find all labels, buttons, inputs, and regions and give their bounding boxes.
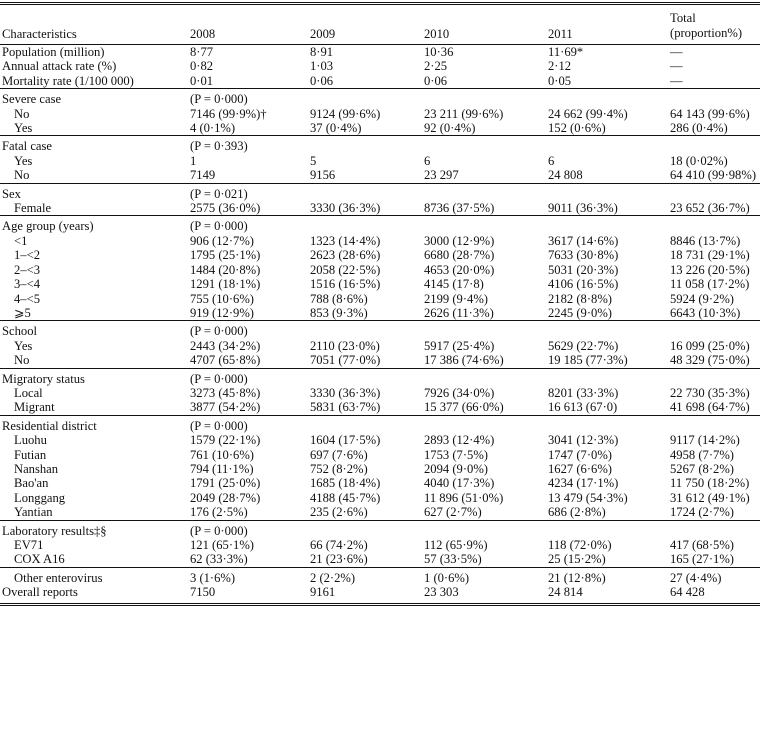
- table-cell: 755 (10·6%): [190, 291, 255, 306]
- row-label: Laboratory results‡§: [0, 520, 188, 538]
- table-row: [0, 107, 760, 121]
- table-cell: [668, 183, 760, 201]
- table-cell: 21 (23·6%): [310, 552, 368, 567]
- table-cell: 11 750 (18·2%): [670, 476, 750, 491]
- table-cell: 6680 (28·7%): [424, 248, 495, 263]
- table-row: [0, 353, 760, 368]
- table-cell: [308, 368, 422, 386]
- table-cell: 2893 (12·4%): [424, 433, 495, 448]
- table-cell: [668, 216, 760, 234]
- table-cell: 1685 (18·4%): [310, 476, 381, 491]
- table-cell: 3877 (54·2%): [190, 400, 261, 415]
- table-cell: (P = 0·000): [188, 216, 308, 234]
- table-cell: 853 (9·3%): [310, 305, 368, 320]
- table-cell: 121 (65·1%): [190, 538, 255, 552]
- table-cell: 18 731 (29·1%): [670, 248, 750, 263]
- table-cell: 1753 (7·5%): [424, 447, 489, 462]
- table-cell: [546, 321, 668, 339]
- row-label: Sex: [0, 183, 188, 201]
- table-cell: 0·05: [548, 73, 572, 88]
- table-cell: 24 808: [548, 168, 583, 183]
- table-row: [0, 505, 760, 520]
- table-cell: 2182 (8·8%): [548, 291, 613, 306]
- table-cell: 9161: [308, 585, 422, 604]
- table-cell: [422, 89, 546, 107]
- table-cell: 41 698 (64·7%): [670, 400, 750, 415]
- table-cell: 24 662 (99·4%): [548, 106, 628, 121]
- table-cell: 7150: [188, 585, 308, 604]
- table-row: [0, 248, 760, 262]
- table-cell: 3330 (36·3%): [310, 385, 381, 400]
- table-cell: 0·01: [190, 73, 214, 88]
- table-row: [0, 448, 760, 462]
- table-cell: [546, 183, 668, 201]
- table-row: [0, 136, 760, 154]
- table-cell: 2199 (9·4%): [424, 291, 489, 306]
- data-table-container: [0, 2, 760, 606]
- table-cell: —: [670, 59, 683, 74]
- table-row: [0, 183, 760, 201]
- table-cell: 9117 (14·2%): [670, 433, 740, 448]
- table-cell: [308, 89, 422, 107]
- table-row: [0, 415, 760, 433]
- table-cell: 1323 (14·4%): [310, 233, 381, 248]
- header-total-label: Total: [670, 11, 696, 25]
- table-cell: [422, 368, 546, 386]
- table-cell: 0·06: [424, 73, 448, 88]
- table-cell: —: [670, 73, 683, 88]
- table-cell: 11·69*: [548, 45, 584, 59]
- table-cell: 6: [548, 153, 555, 168]
- row-label: No: [14, 168, 30, 183]
- table-cell: 1516 (16·5%): [310, 277, 381, 292]
- table-cell: 8201 (33·3%): [548, 385, 619, 400]
- table-cell: 17 386 (74·6%): [424, 353, 504, 368]
- table-row: [0, 400, 760, 415]
- table-cell: 5629 (22·7%): [548, 338, 619, 353]
- table-cell: 3041 (12·3%): [548, 433, 619, 448]
- table-cell: 4 (0·1%): [190, 121, 236, 136]
- table-cell: (P = 0·000): [188, 321, 308, 339]
- table-row: [0, 121, 760, 136]
- table-cell: 37 (0·4%): [310, 121, 362, 136]
- table-cell: 2094 (9·0%): [424, 461, 489, 476]
- table-cell: 9124 (99·6%): [310, 106, 381, 121]
- table-cell: —: [670, 45, 683, 59]
- table-row: [0, 292, 760, 306]
- table-cell: [546, 89, 668, 107]
- table-cell: 2049 (28·7%): [190, 490, 261, 505]
- table-cell: 1291 (18·1%): [190, 277, 261, 292]
- table-cell: [308, 136, 422, 154]
- table-cell: [668, 415, 760, 433]
- table-cell: 7146 (99·9%)†: [190, 106, 267, 121]
- table-row: [0, 321, 760, 339]
- table-cell: 3330 (36·3%): [310, 201, 381, 216]
- table-cell: 176 (2·5%): [190, 505, 248, 520]
- table-cell: 686 (2·8%): [548, 505, 606, 520]
- table-cell: [422, 321, 546, 339]
- row-label: Fatal case: [0, 136, 188, 154]
- table-cell: (P = 0·000): [188, 520, 308, 538]
- table-cell: 25 (15·2%): [548, 552, 606, 567]
- table-cell: 417 (68·5%): [670, 538, 735, 552]
- table-cell: [308, 321, 422, 339]
- table-cell: 21 (12·8%): [546, 567, 668, 585]
- table-cell: 11 896 (51·0%): [424, 490, 504, 505]
- table-cell: 5831 (63·7%): [310, 400, 381, 415]
- row-label: Mortality rate (1/100 000): [2, 73, 134, 88]
- table-cell: [308, 216, 422, 234]
- table-cell: 1: [190, 153, 197, 168]
- table-cell: 5031 (20·3%): [548, 262, 619, 277]
- row-label: 2–<3: [14, 262, 40, 277]
- table-cell: 8·77: [190, 45, 214, 59]
- table-cell: [422, 415, 546, 433]
- table-cell: 31 612 (49·1%): [670, 490, 750, 505]
- table-cell: 7926 (34·0%): [424, 385, 495, 400]
- table-cell: 235 (2·6%): [310, 505, 368, 520]
- table-cell: 697 (7·6%): [310, 447, 368, 462]
- row-label: School: [0, 321, 188, 339]
- table-cell: 23 303: [422, 585, 546, 604]
- table-cell: 13 479 (54·3%): [548, 490, 628, 505]
- table-cell: 906 (12·7%): [190, 233, 255, 248]
- table-cell: 57 (33·5%): [424, 552, 482, 567]
- header-2009: 2009: [310, 26, 336, 41]
- table-cell: 286 (0·4%): [670, 121, 728, 136]
- table-cell: 2443 (34·2%): [190, 338, 261, 353]
- row-label: Other enterovirus: [0, 567, 188, 585]
- table-cell: 1724 (2·7%): [670, 505, 735, 520]
- table-cell: 165 (27·1%): [670, 552, 735, 567]
- table-cell: 152 (0·6%): [548, 121, 606, 136]
- table-cell: 794 (11·1%): [190, 461, 254, 476]
- row-label: Overall reports: [0, 585, 188, 604]
- table-cell: 1·03: [310, 59, 334, 74]
- table-cell: 5267 (8·2%): [670, 461, 735, 476]
- table-cell: 2058 (22·5%): [310, 262, 381, 277]
- table-cell: 1747 (7·0%): [548, 447, 613, 462]
- table-cell: [668, 136, 760, 154]
- row-label: Yes: [14, 121, 33, 136]
- table-row: [0, 263, 760, 277]
- table-row: [0, 154, 760, 168]
- row-label: Age group (years): [0, 216, 188, 234]
- table-cell: [422, 183, 546, 201]
- row-label: Luohu: [14, 433, 47, 448]
- table-cell: 2575 (36·0%): [190, 201, 261, 216]
- table-cell: [546, 368, 668, 386]
- table-cell: 8·91: [310, 45, 334, 59]
- table-cell: (P = 0·393): [188, 136, 308, 154]
- table-row: [0, 339, 760, 353]
- table-cell: [422, 520, 546, 538]
- table-cell: 4040 (17·3%): [424, 476, 495, 491]
- row-label: Yes: [14, 153, 33, 168]
- table-cell: 2·12: [548, 59, 572, 74]
- table-cell: 10·36: [424, 45, 454, 59]
- table-cell: [422, 136, 546, 154]
- table-cell: 3617 (14·6%): [548, 233, 619, 248]
- table-cell: 2110 (23·0%): [310, 338, 380, 353]
- table-row: [0, 552, 760, 567]
- table-row: [0, 585, 760, 604]
- table-cell: (P = 0·000): [188, 368, 308, 386]
- table-cell: 4234 (17·1%): [548, 476, 619, 491]
- table-cell: [668, 368, 760, 386]
- row-label: Yantian: [14, 505, 53, 520]
- table-row: [0, 462, 760, 476]
- row-label: Female: [14, 201, 52, 216]
- table-row: [0, 277, 760, 291]
- table-cell: 7051 (77·0%): [310, 353, 381, 368]
- table-cell: 2245 (9·0%): [548, 305, 613, 320]
- table-cell: [546, 136, 668, 154]
- table-cell: 22 730 (35·3%): [670, 385, 750, 400]
- table-cell: 0·06: [310, 73, 334, 88]
- table-cell: 4106 (16·5%): [548, 277, 619, 292]
- row-label: Severe case: [0, 89, 188, 107]
- table-cell: 1579 (22·1%): [190, 433, 261, 448]
- table-body: [0, 45, 760, 605]
- table-cell: [422, 216, 546, 234]
- table-cell: 11 058 (17·2%): [670, 277, 750, 292]
- header-total-proportion: (proportion%): [670, 26, 743, 40]
- table-cell: 3 (1·6%): [188, 567, 308, 585]
- table-row: [0, 476, 760, 490]
- row-label: <1: [14, 233, 28, 248]
- header-2010: 2010: [424, 26, 450, 41]
- table-cell: 4188 (45·7%): [310, 490, 381, 505]
- table-cell: 752 (8·2%): [310, 461, 368, 476]
- table-cell: 15 377 (66·0%): [424, 400, 504, 415]
- table-cell: 118 (72·0%): [548, 538, 612, 552]
- table-cell: (P = 0·000): [188, 89, 308, 107]
- table-cell: 0·82: [190, 59, 214, 74]
- table-row: [0, 216, 760, 234]
- table-cell: 112 (65·9%): [424, 538, 488, 552]
- row-label: Residential district: [0, 415, 188, 433]
- table-cell: 4707 (65·8%): [190, 353, 261, 368]
- table-cell: 27 (4·4%): [668, 567, 760, 585]
- table-cell: 2 (2·2%): [308, 567, 422, 585]
- table-cell: 7149: [190, 168, 216, 183]
- table-cell: 1627 (6·6%): [548, 461, 613, 476]
- table-cell: 62 (33·3%): [190, 552, 248, 567]
- table-cell: 6: [424, 153, 431, 168]
- table-row: [0, 386, 760, 400]
- table-row: [0, 433, 760, 447]
- table-row: [0, 201, 760, 216]
- header-2008: 2008: [190, 26, 216, 41]
- table-cell: 4145 (17·8): [424, 277, 484, 292]
- table-row: [0, 59, 760, 73]
- table-cell: 9011 (36·3%): [548, 201, 618, 216]
- table-cell: (P = 0·000): [188, 415, 308, 433]
- row-label: Migrant: [14, 400, 55, 415]
- table-cell: 788 (8·6%): [310, 291, 368, 306]
- row-label: 4–<5: [14, 291, 40, 306]
- table-cell: 5917 (25·4%): [424, 338, 495, 353]
- table-cell: [546, 520, 668, 538]
- table-cell: 13 226 (20·5%): [670, 262, 750, 277]
- table-cell: 9156: [310, 168, 336, 183]
- table-row: [0, 74, 760, 89]
- table-cell: 64 428: [668, 585, 760, 604]
- table-cell: [308, 183, 422, 201]
- table-row: [0, 567, 760, 585]
- table-cell: (P = 0·021): [188, 183, 308, 201]
- row-label: Yes: [14, 338, 33, 353]
- table-cell: [308, 415, 422, 433]
- row-label: Futian: [14, 447, 47, 462]
- table-cell: 18 (0·02%): [670, 153, 728, 168]
- table-cell: 8846 (13·7%): [670, 233, 741, 248]
- table-cell: 23 211 (99·6%): [424, 106, 504, 121]
- table-cell: [668, 520, 760, 538]
- table-cell: 8736 (37·5%): [424, 201, 495, 216]
- row-label: No: [14, 353, 30, 368]
- table-row: [0, 234, 760, 248]
- table-row: [0, 45, 760, 60]
- table-cell: 24 814: [546, 585, 668, 604]
- row-label: Nanshan: [14, 461, 59, 476]
- table-cell: 3000 (12·9%): [424, 233, 495, 248]
- header-2011: 2011: [548, 26, 573, 41]
- table-cell: [546, 415, 668, 433]
- table-row: [0, 306, 760, 321]
- table-cell: 6643 (10·3%): [670, 305, 741, 320]
- header-characteristics: Characteristics: [2, 26, 77, 41]
- table-row: [0, 168, 760, 183]
- row-label: Population (million): [2, 45, 105, 59]
- table-cell: 3273 (45·8%): [190, 385, 261, 400]
- table-cell: 1484 (20·8%): [190, 262, 261, 277]
- table-cell: [546, 216, 668, 234]
- table-cell: 66 (74·2%): [310, 538, 368, 552]
- table-row: [0, 368, 760, 386]
- table-cell: 1604 (17·5%): [310, 433, 381, 448]
- table-cell: 16 613 (67·0): [548, 400, 618, 415]
- row-label: EV71: [14, 538, 44, 552]
- table-cell: 19 185 (77·3%): [548, 353, 628, 368]
- table-cell: 2·25: [424, 59, 448, 74]
- table-cell: 627 (2·7%): [424, 505, 482, 520]
- characteristics-table: [0, 2, 760, 606]
- row-label: 3–<4: [14, 277, 40, 292]
- table-cell: 4653 (20·0%): [424, 262, 495, 277]
- row-label: ⩾5: [14, 305, 31, 320]
- table-cell: 2623 (28·6%): [310, 248, 381, 263]
- table-cell: 4958 (7·7%): [670, 447, 735, 462]
- table-cell: 2626 (11·3%): [424, 305, 494, 320]
- row-label: Local: [14, 385, 43, 400]
- table-cell: 92 (0·4%): [424, 121, 476, 136]
- table-row: [0, 89, 760, 107]
- table-cell: [668, 89, 760, 107]
- header-total: [668, 7, 760, 45]
- table-cell: 1795 (25·1%): [190, 248, 261, 263]
- table-cell: 48 329 (75·0%): [670, 353, 750, 368]
- table-row: [0, 538, 760, 552]
- row-label: Longgang: [14, 490, 66, 505]
- table-cell: [308, 520, 422, 538]
- table-cell: 1 (0·6%): [422, 567, 546, 585]
- table-cell: 1791 (25·0%): [190, 476, 261, 491]
- table-cell: [668, 321, 760, 339]
- row-label: Annual attack rate (%): [2, 59, 117, 74]
- table-row: [0, 520, 760, 538]
- table-header-row: [0, 7, 760, 45]
- table-cell: 23 652 (36·7%): [670, 201, 750, 216]
- table-cell: 5924 (9·2%): [670, 291, 735, 306]
- row-label: 1–<2: [14, 248, 40, 263]
- row-label: Migratory status: [0, 368, 188, 386]
- table-cell: 919 (12·9%): [190, 305, 255, 320]
- table-row: [0, 491, 760, 505]
- row-label: Bao'an: [14, 476, 49, 491]
- row-label: COX A16: [14, 552, 65, 567]
- row-label: No: [14, 106, 30, 121]
- table-cell: 16 099 (25·0%): [670, 338, 750, 353]
- table-cell: 64 410 (99·98%): [670, 168, 757, 183]
- table-cell: 23 297: [424, 168, 459, 183]
- table-cell: 761 (10·6%): [190, 447, 255, 462]
- table-cell: 7633 (30·8%): [548, 248, 619, 263]
- table-cell: 5: [310, 153, 317, 168]
- table-cell: 64 143 (99·6%): [670, 106, 750, 121]
